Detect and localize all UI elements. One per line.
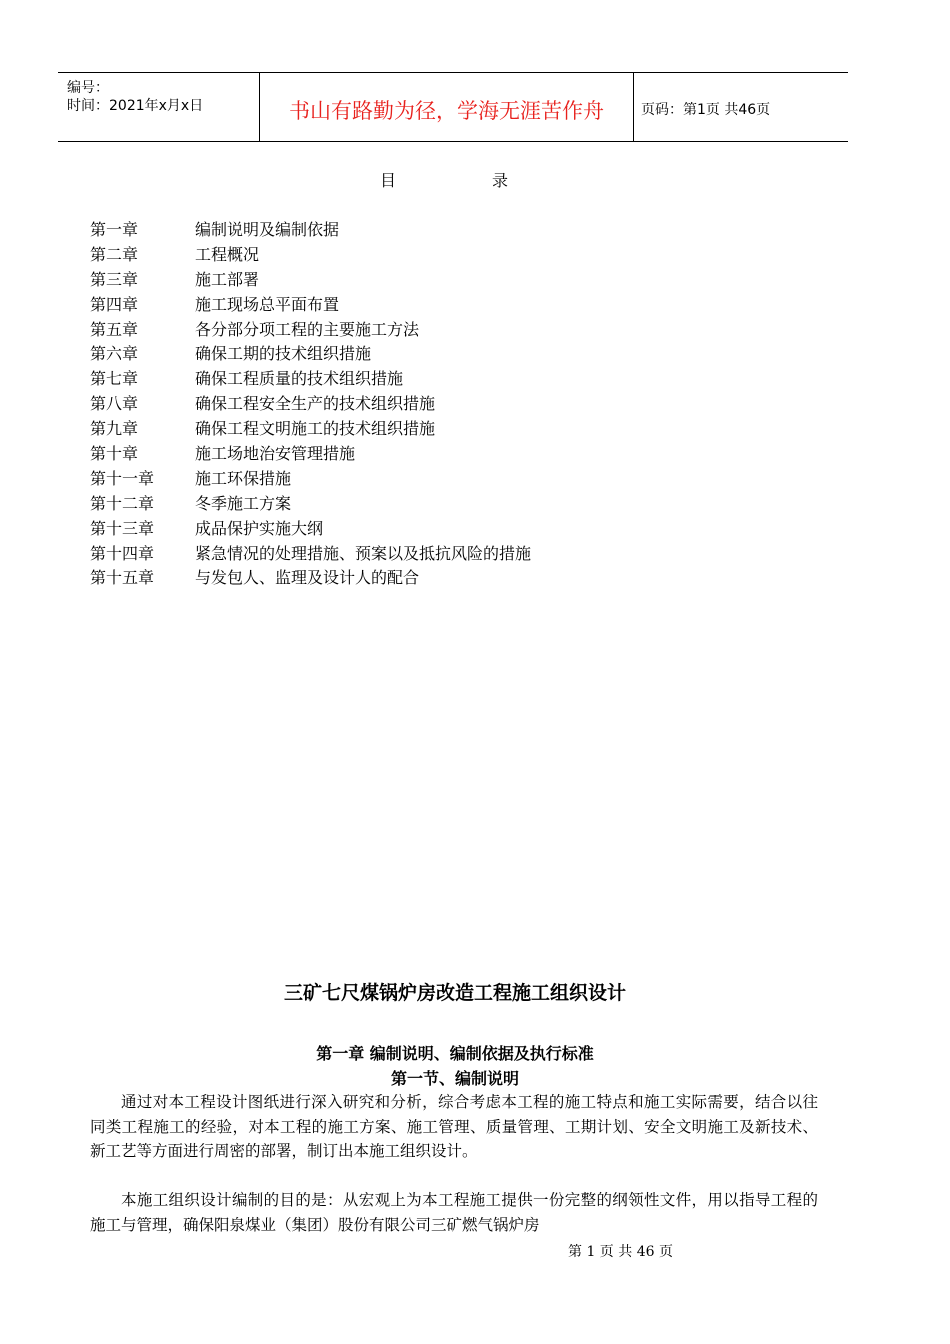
toc-item [90, 268, 531, 293]
toc-chapter-title: 冬季施工方案 [195, 493, 292, 513]
toc-chapter-title: 与发包人、监理及设计人的配合 [195, 568, 420, 588]
header-page-info: 页码：第1页 共46页 [641, 102, 771, 118]
chapter-heading: 第一章 编制说明、编制依据及执行标准 [316, 1044, 594, 1063]
table-of-contents [90, 218, 531, 591]
toc-chapter-title: 编制说明及编制依据 [195, 220, 340, 239]
toc-item [90, 243, 531, 268]
toc-chapter: 第二章 [90, 244, 139, 264]
toc-chapter-title: 施工环保措施 [195, 468, 292, 488]
toc-chapter: 第十四章 [90, 543, 155, 563]
toc-chapter-title: 确保工程文明施工的技术组织措施 [195, 419, 436, 439]
page-footer: 第 1 页 共 46 页 [568, 1244, 673, 1260]
toc-chapter: 第一章 [90, 220, 139, 239]
document-time-label: 时间：2021年x月x日 [67, 98, 204, 114]
toc-chapter: 第十二章 [90, 493, 155, 513]
toc-chapter-title: 紧急情况的处理措施、预案以及抵抗风险的措施 [195, 543, 532, 563]
toc-title-char: 目 [380, 171, 397, 190]
toc-chapter: 第三章 [90, 269, 139, 289]
toc-item [90, 542, 531, 567]
toc-chapter-title: 确保工期的技术组织措施 [195, 344, 372, 364]
toc-chapter-title: 施工现场总平面布置 [195, 294, 340, 314]
toc-title-char: 录 [492, 171, 509, 190]
toc-item [90, 318, 531, 343]
toc-item [90, 417, 531, 442]
toc-chapter-title: 施工场地治安管理措施 [195, 444, 356, 464]
toc-item [90, 442, 531, 467]
header-motto-cell [259, 73, 634, 141]
toc-chapter-title: 确保工程安全生产的技术组织措施 [195, 394, 436, 414]
toc-title [380, 168, 508, 191]
header-motto: 书山有路勤为径，学海无涯苦作舟 [289, 99, 604, 123]
toc-chapter: 第十章 [90, 444, 139, 464]
body-paragraph: 本施工组织设计编制的目的是：从宏观上为本工程施工提供一份完整的纲领性文件，用以指导工程的施工与管理，确保阳泉煤业（集团）股份有限公司三矿燃气锅炉房 [90, 1191, 818, 1234]
body-paragraph: 通过对本工程设计图纸进行深入研究和分析，综合考虑本工程的施工特点和施工实际需要，结合以往同类工程施工的经验，对本工程的施工方案、施工管理、质量管理、工期计划、安全文明施工及新技术、新工艺等方面进行周密的部署，制订出本施工组织设计。 [90, 1093, 818, 1161]
toc-item [90, 342, 531, 367]
page-header [58, 72, 848, 142]
toc-chapter-title: 施工部署 [195, 269, 260, 289]
toc-item [90, 367, 531, 392]
toc-chapter-title: 成品保护实施大纲 [195, 518, 324, 538]
toc-item [90, 218, 531, 243]
toc-chapter: 第八章 [90, 394, 139, 414]
toc-chapter: 第四章 [90, 294, 139, 314]
toc-item [90, 566, 531, 591]
document-title: 三矿七尺煤锅炉房改造工程施工组织设计 [283, 982, 626, 1004]
toc-chapter-title: 各分部分项工程的主要施工方法 [195, 319, 420, 339]
toc-chapter: 第六章 [90, 344, 139, 364]
document-number-label: 编号： [67, 80, 109, 96]
toc-chapter: 第九章 [90, 419, 139, 439]
toc-item [90, 293, 531, 318]
toc-item [90, 517, 531, 542]
header-page-cell [633, 73, 848, 141]
toc-chapter-title: 确保工程质量的技术组织措施 [195, 369, 404, 389]
toc-item [90, 492, 531, 517]
toc-chapter-title: 工程概况 [195, 244, 260, 264]
toc-item [90, 392, 531, 417]
toc-chapter: 第五章 [90, 319, 139, 339]
toc-chapter: 第十三章 [90, 518, 155, 538]
section-heading: 第一节、编制说明 [390, 1069, 519, 1088]
toc-chapter: 第十五章 [90, 568, 155, 588]
toc-chapter: 第十一章 [90, 468, 155, 488]
toc-chapter: 第七章 [90, 369, 139, 389]
toc-item [90, 467, 531, 492]
header-left-cell [58, 73, 259, 141]
